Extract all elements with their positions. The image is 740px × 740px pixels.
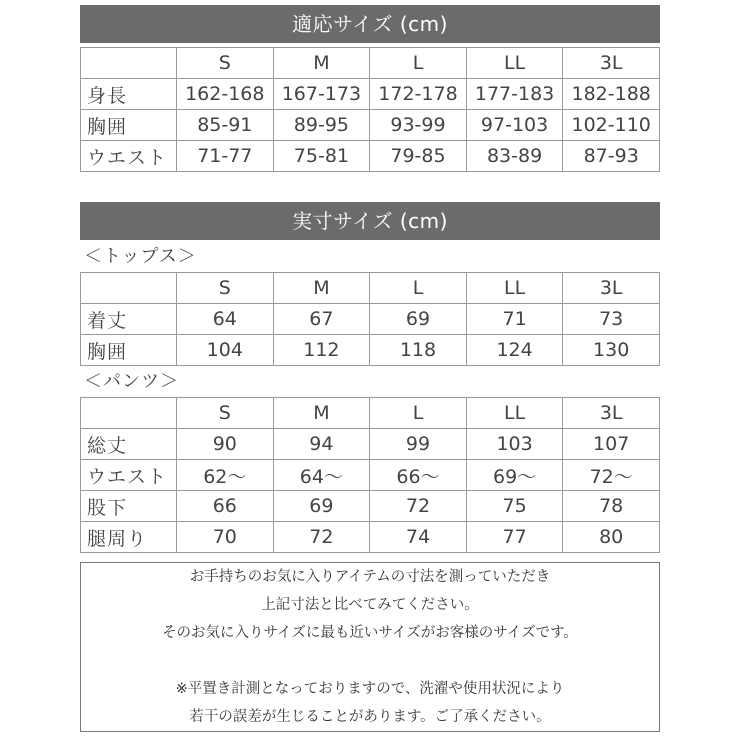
header-cell bbox=[81, 273, 177, 304]
table-cell: 66～ bbox=[370, 460, 467, 491]
tops-heading: ＜トップス＞ bbox=[84, 246, 197, 267]
header-cell: 3L bbox=[563, 273, 660, 304]
table-header-row bbox=[81, 273, 660, 304]
table-cell: 72 bbox=[370, 491, 467, 522]
header-cell: L bbox=[370, 398, 467, 429]
header-cell: 3L bbox=[563, 398, 660, 429]
table-cell: 104 bbox=[177, 335, 274, 366]
header-cell bbox=[81, 398, 177, 429]
table-cell: 85-91 bbox=[177, 110, 274, 141]
row-label: ウエスト bbox=[81, 141, 177, 172]
row-label: 身長 bbox=[81, 79, 177, 110]
table-cell: 112 bbox=[273, 335, 370, 366]
table-cell: 89-95 bbox=[273, 110, 370, 141]
table-cell: 118 bbox=[370, 335, 467, 366]
header-cell: L bbox=[370, 273, 467, 304]
table-row bbox=[81, 460, 660, 491]
table-header-row bbox=[81, 398, 660, 429]
table-cell: 62～ bbox=[177, 460, 274, 491]
table-cell: 69 bbox=[273, 491, 370, 522]
table-cell: 78 bbox=[563, 491, 660, 522]
row-label: 総丈 bbox=[81, 429, 177, 460]
row-label: 着丈 bbox=[81, 304, 177, 335]
header-cell: L bbox=[370, 48, 467, 79]
table-row bbox=[81, 141, 660, 172]
table-row bbox=[81, 522, 660, 553]
measurement-note-box bbox=[80, 562, 660, 732]
table-cell: 72 bbox=[273, 522, 370, 553]
table-cell: 80 bbox=[563, 522, 660, 553]
header-cell: M bbox=[273, 273, 370, 304]
table-cell: 74 bbox=[370, 522, 467, 553]
section-title-actual-size: 実寸サイズ (cm) bbox=[80, 202, 660, 240]
table-row bbox=[81, 304, 660, 335]
table-cell: 72～ bbox=[563, 460, 660, 491]
table-cell: 93-99 bbox=[370, 110, 467, 141]
header-cell: LL bbox=[466, 273, 563, 304]
header-cell bbox=[81, 48, 177, 79]
row-label: 胸囲 bbox=[81, 110, 177, 141]
table-cell: 75-81 bbox=[273, 141, 370, 172]
table-row bbox=[81, 429, 660, 460]
note-line: 若干の誤差が生じることがあります。ご了承ください。 bbox=[189, 709, 551, 725]
table-cell: 73 bbox=[563, 304, 660, 335]
pants-heading: ＜パンツ＞ bbox=[84, 371, 179, 392]
row-label: 腿周り bbox=[81, 522, 177, 553]
table-cell: 103 bbox=[466, 429, 563, 460]
table-cell: 97-103 bbox=[466, 110, 563, 141]
table-row bbox=[81, 110, 660, 141]
table-cell: 94 bbox=[273, 429, 370, 460]
table-cell: 124 bbox=[466, 335, 563, 366]
header-cell: S bbox=[177, 48, 274, 79]
table-header-row bbox=[81, 48, 660, 79]
header-cell: 3L bbox=[563, 48, 660, 79]
table-cell: 107 bbox=[563, 429, 660, 460]
table-cell: 77 bbox=[466, 522, 563, 553]
table-cell: 162-168 bbox=[177, 79, 274, 110]
table-cell: 64 bbox=[177, 304, 274, 335]
table-cell: 182-188 bbox=[563, 79, 660, 110]
table-cell: 79-85 bbox=[370, 141, 467, 172]
row-label: 股下 bbox=[81, 491, 177, 522]
table-row bbox=[81, 491, 660, 522]
table-cell: 69 bbox=[370, 304, 467, 335]
header-cell: LL bbox=[466, 48, 563, 79]
pants-size-table bbox=[80, 397, 660, 553]
table-cell: 71 bbox=[466, 304, 563, 335]
header-cell: S bbox=[177, 273, 274, 304]
header-cell: M bbox=[273, 48, 370, 79]
note-line: ※平置き計測となっておりますので、洗濯や使用状況により bbox=[175, 681, 565, 697]
header-cell: LL bbox=[466, 398, 563, 429]
section-title-fit-size: 適応サイズ (cm) bbox=[80, 5, 660, 43]
note-line bbox=[81, 647, 659, 675]
header-cell: S bbox=[177, 398, 274, 429]
table-cell: 70 bbox=[177, 522, 274, 553]
table-cell: 67 bbox=[273, 304, 370, 335]
table-cell: 66 bbox=[177, 491, 274, 522]
table-cell: 87-93 bbox=[563, 141, 660, 172]
row-label: ウエスト bbox=[81, 460, 177, 491]
table-cell: 102-110 bbox=[563, 110, 660, 141]
table-cell: 167-173 bbox=[273, 79, 370, 110]
table-cell: 83-89 bbox=[466, 141, 563, 172]
table-cell: 99 bbox=[370, 429, 467, 460]
table-cell: 64～ bbox=[273, 460, 370, 491]
table-cell: 75 bbox=[466, 491, 563, 522]
table-cell: 69～ bbox=[466, 460, 563, 491]
table-cell: 130 bbox=[563, 335, 660, 366]
note-line: 上記寸法と比べてみてください。 bbox=[261, 597, 479, 613]
table-cell: 90 bbox=[177, 429, 274, 460]
table-row bbox=[81, 335, 660, 366]
header-cell: M bbox=[273, 398, 370, 429]
table-cell: 71-77 bbox=[177, 141, 274, 172]
table-cell: 177-183 bbox=[466, 79, 563, 110]
table-row bbox=[81, 79, 660, 110]
fit-size-table bbox=[80, 47, 660, 172]
note-line: そのお気に入りサイズに最も近いサイズがお客様のサイズです。 bbox=[162, 625, 578, 641]
table-cell: 172-178 bbox=[370, 79, 467, 110]
row-label: 胸囲 bbox=[81, 335, 177, 366]
note-line: お手持ちのお気に入りアイテムの寸法を測っていただき bbox=[189, 569, 551, 585]
tops-size-table bbox=[80, 272, 660, 366]
